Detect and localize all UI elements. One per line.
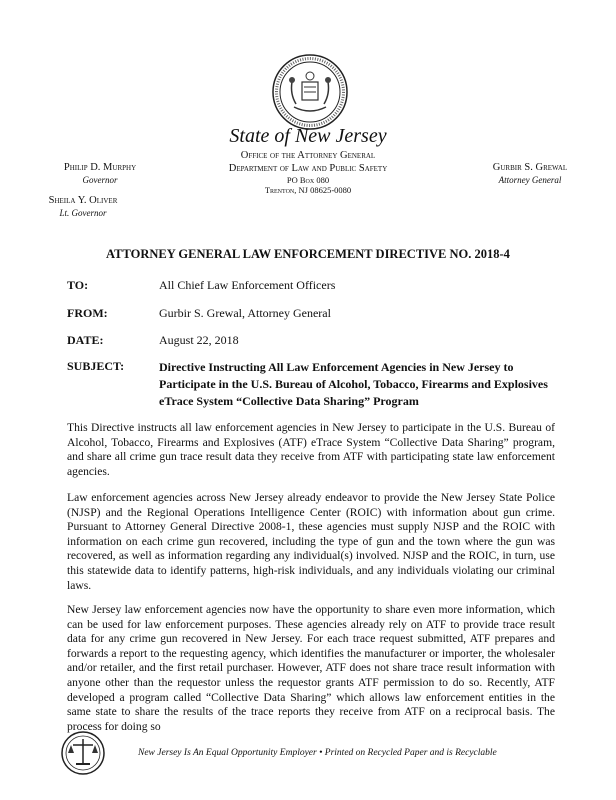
city-address: Trenton, NJ 08625-0080 (264, 185, 352, 195)
directive-title: ATTORNEY GENERAL LAW ENFORCEMENT DIRECTIVE NO. 2018-4 (106, 247, 510, 261)
attorney-general-name: Gurbir S. Grewal (492, 162, 568, 173)
paragraph-1: This Directive instructs all law enforcement agencies in New Jersey to participate in the U.S. Bureau of Alcohol, Tobacco, Firearms and Explosives (ATF) eTrace System “Collective Data Sharing” program, and share all crime gun trace result data they receive from ATF with participating state law enforcement agencies. (67, 421, 555, 478)
to-label: TO: (67, 278, 89, 292)
subject-label: SUBJECT: (67, 359, 125, 373)
governor-block (40, 162, 160, 186)
footer-text: New Jersey Is An Equal Opportunity Employer • Printed on Recycled Paper and is Recyclable (138, 748, 497, 758)
lt-governor-block (28, 195, 138, 219)
from-label: FROM: (67, 306, 108, 320)
paragraph-2: Law enforcement agencies across New Jersey already endeavor to provide the New Jersey State Police (NJSP) and the Regional Operations Intelligence Center (ROIC) with information about gun crime. Pursuant to Attorney General Directive 2008-1, these agencies must supply NJSP and the ROIC with information on each crime gun recovered, including the type of gun and the town where the gun was recovered, as well as information regarding any individual(s) involved. NJSP and the ROIC, in turn, use this statewide data to identify patterns, high-risk individuals, and any individuals violating our criminal laws. (67, 491, 555, 592)
date-label: DATE: (67, 333, 104, 347)
to-value: All Chief Law Enforcement Officers (159, 278, 336, 292)
governor-name: Philip D. Murphy (63, 162, 137, 173)
governor-title: Governor (82, 175, 118, 185)
footer (60, 730, 580, 780)
footer-seal-icon (60, 730, 106, 776)
lt-governor-title: Lt. Governor (59, 208, 107, 218)
office-line-2: Department of Law and Public Safety (228, 163, 388, 174)
state-seal (270, 52, 350, 132)
lt-governor-name: Sheila Y. Oliver (48, 195, 118, 206)
from-value: Gurbir S. Grewal, Attorney General (159, 306, 331, 320)
state-title: State of New Jersey (229, 125, 387, 147)
attorney-general-block (470, 162, 590, 186)
paragraph-3: New Jersey law enforcement agencies now have the opportunity to share even more information, which can be used for law enforcement purposes. These agencies already rely on ATF to provide trace result data for any crime gun recovered in New Jersey. For each trace request submitted, ATF prepares and forwards a report to the requesting agency, which identifies the manufacturer or importer, the wholesaler and/or retailer, and the first retail purchaser. However, ATF does not share trace result information with anyone other than the requestor unless the requestor grants ATF permission to do so. Recently, ATF developed a program called “Collective Data Sharing” which allows law enforcement entities in the same state to share the results of the trace reports they receive from ATF on a reciprocal basis. The process for doing so (67, 603, 555, 733)
date-value: August 22, 2018 (159, 333, 239, 347)
attorney-general-title: Attorney General (498, 175, 562, 185)
office-line-1: Office of the Attorney General (240, 150, 376, 161)
subject-value: Directive Instructing All Law Enforcement Agencies in New Jersey to Participate in the U.S. Bureau of Alcohol, Tobacco, Firearms and Explosives eTrace System “Collective Data Sharing” Program (159, 360, 548, 408)
po-box: PO Box 080 (286, 175, 330, 185)
